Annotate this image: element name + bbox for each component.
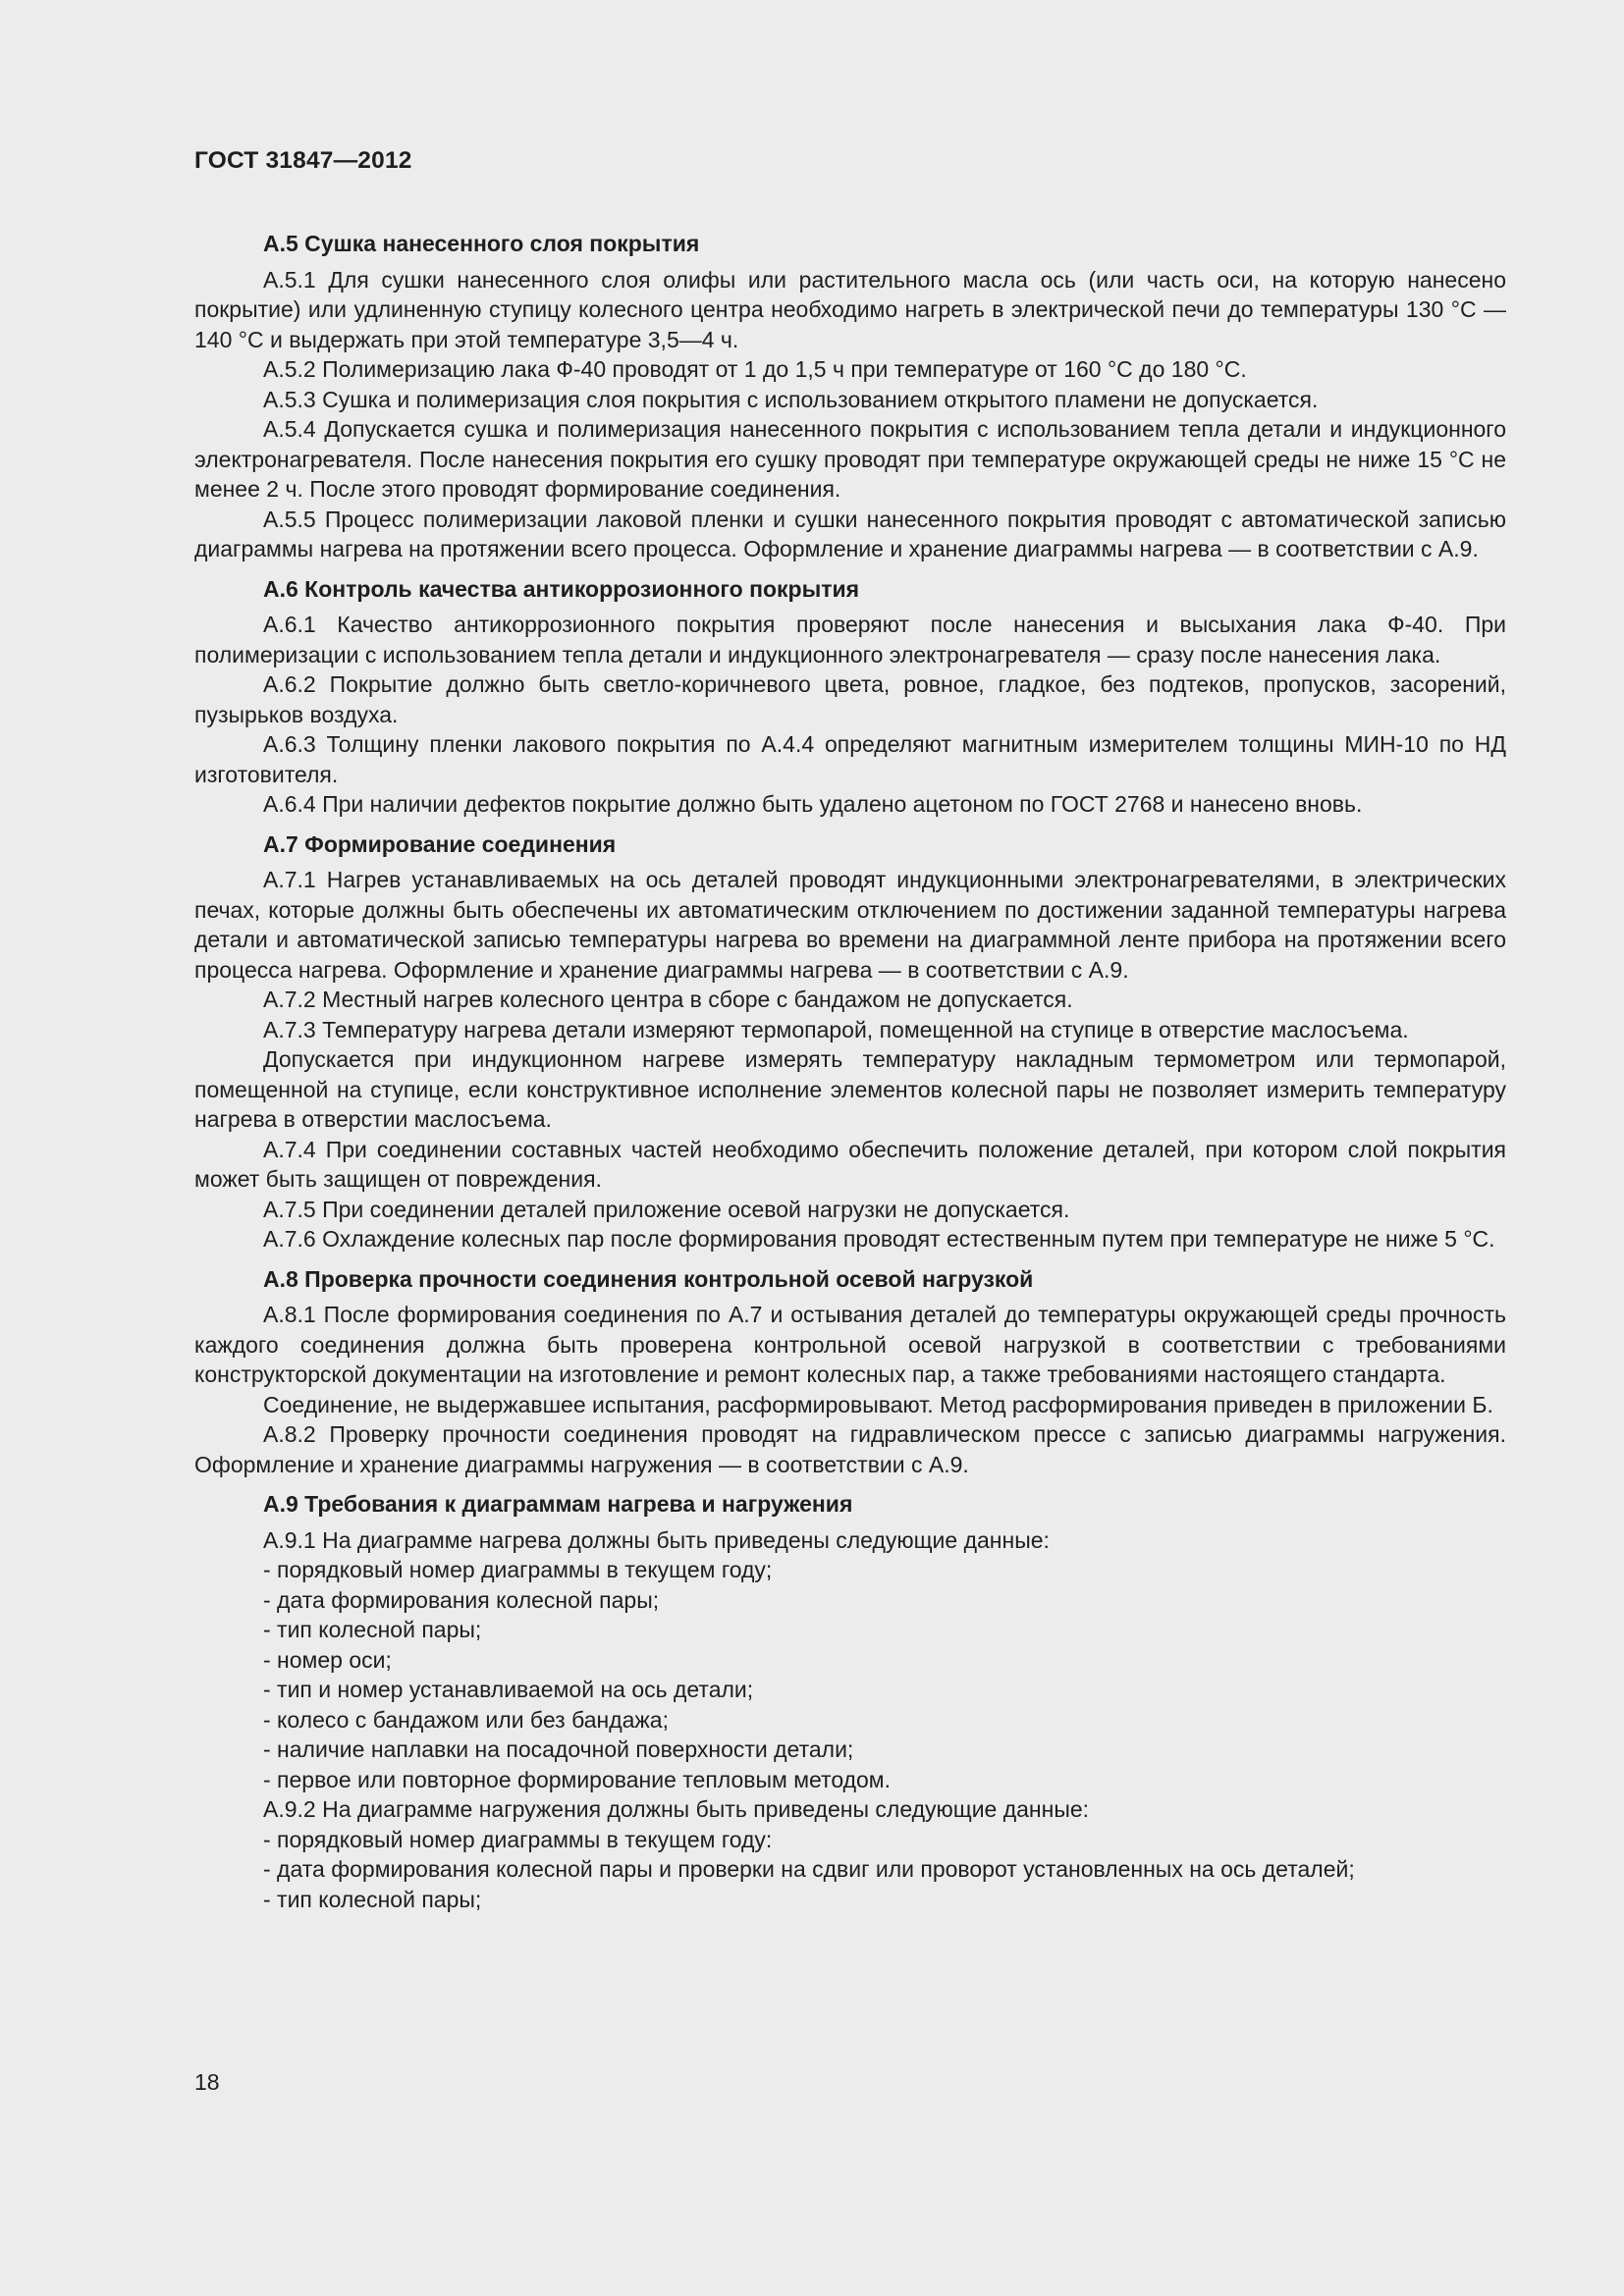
section-heading-a5: А.5 Сушка нанесенного слоя покрытия: [263, 231, 700, 256]
section-heading-a8: А.8 Проверка прочности соединения контрольной осевой нагрузкой: [263, 1265, 1034, 1292]
paragraph-a7-6: А.7.6 Охлаждение колесных пар после формирования проводят естественным путем при температуре не ниже 5 °С.: [263, 1226, 1495, 1252]
paragraph-a8-1-note: Соединение, не выдержавшее испытания, расформировывают. Метод расформирования приведен в приложении Б.: [263, 1391, 1493, 1417]
paragraph-a9-2: А.9.2 На диаграмме нагружения должны быть приведены следующие данные:: [263, 1796, 1090, 1822]
section-heading-a6: А.6 Контроль качества антикоррозионного покрытия: [263, 575, 860, 602]
list-item: - дата формирования колесной пары;: [263, 1586, 660, 1613]
paragraph-a5-4: А.5.4 Допускается сушка и полимеризация нанесенного покрытия с использованием тепла детали и индукционного электронагревателя. После нанесения покрытия его сушку проводят при температуре окружающей среды не ниже 15 °С не менее 2 ч. После этого проводят формирование соединения.: [194, 416, 1506, 502]
list-item: - тип и номер устанавливаемой на ось детали;: [263, 1677, 754, 1702]
paragraph-a6-2: А.6.2 Покрытие должно быть светло-коричневого цвета, ровное, гладкое, без подтеков, пропусков, засорений, пузырьков воздуха.: [194, 671, 1506, 727]
document-header: ГОСТ 31847—2012: [194, 147, 412, 174]
list-item: - дата формирования колесной пары и проверки на сдвиг или проворот установленных на ось деталей;: [263, 1856, 1355, 1882]
paragraph-a7-3-note: Допускается при индукционном нагреве измерять температуру накладным термометром или термопарой, помещенной на ступице, если конструктивное исполнение элементов колесной пары не позволяет измерить температуру нагрева в отверстии маслосъема.: [194, 1046, 1506, 1132]
paragraph-a7-3: А.7.3 Температуру нагрева детали измеряют термопарой, помещенной на ступице в отверстие маслосъема.: [263, 1016, 1409, 1042]
paragraph-a5-2: А.5.2 Полимеризацию лака Ф-40 проводят от 1 до 1,5 ч при температуре от 160 °С до 180 °С.: [263, 356, 1247, 382]
paragraph-a6-4: А.6.4 При наличии дефектов покрытие должно быть удалено ацетоном по ГОСТ 2768 и нанесено вновь.: [263, 791, 1363, 817]
paragraph-a7-2: А.7.2 Местный нагрев колесного центра в сборе с бандажом не допускается.: [263, 987, 1073, 1012]
paragraph-a6-3: А.6.3 Толщину пленки лакового покрытия по А.4.4 определяют магнитным измерителем толщины МИН-10 по НД изготовителя.: [194, 731, 1506, 787]
paragraph-a8-2: А.8.2 Проверку прочности соединения проводят на гидравлическом прессе с записью диаграммы нагружения. Оформление и хранение диаграммы нагружения — в соответствии с А.9.: [194, 1421, 1506, 1477]
list-item: - тип колесной пары;: [263, 1617, 482, 1642]
section-heading-a7: А.7 Формирование соединения: [263, 830, 617, 857]
list-item: - наличие наплавки на посадочной поверхности детали;: [263, 1736, 854, 1762]
list-item: - порядковый номер диаграммы в текущем году:: [263, 1826, 773, 1852]
list-item: - порядковый номер диаграммы в текущем году;: [263, 1557, 773, 1582]
section-heading-a9: А.9 Требования к диаграммам нагрева и нагружения: [263, 1491, 853, 1517]
paragraph-a7-5: А.7.5 При соединении деталей приложение осевой нагрузки не допускается.: [263, 1196, 1070, 1222]
list-item: - колесо с бандажом или без бандажа;: [263, 1706, 669, 1733]
paragraph-a7-1: А.7.1 Нагрев устанавливаемых на ось деталей проводят индукционными электронагревателями, в электрических печах, которые должны быть обеспечены их автоматическим отключением по достижении заданной температуры нагрева детали и автоматической записью температуры нагрева во времени на диаграммной ленте прибора на протяжении всего процесса нагрева. Оформление и хранение диаграммы нагрева — в соответствии с А.9.: [194, 867, 1506, 983]
list-item: - номер оси;: [263, 1646, 392, 1673]
paragraph-a5-1: А.5.1 Для сушки нанесенного слоя олифы или растительного масла ось (или часть оси, на которую нанесено покрытие) или удлиненную ступицу колесного центра необходимо нагреть в электрической печи до температуры 130 °С — 140 °С и выдержать при этой температуре 3,5—4 ч.: [194, 266, 1506, 352]
paragraph-a9-1: А.9.1 На диаграмме нагрева должны быть приведены следующие данные:: [263, 1526, 1050, 1553]
page-number: 18: [194, 2069, 220, 2095]
paragraph-a7-4: А.7.4 При соединении составных частей необходимо обеспечить положение деталей, при котором слой покрытия может быть защищен от повреждения.: [194, 1136, 1506, 1192]
paragraph-a8-1: А.8.1 После формирования соединения по А.7 и остывания деталей до температуры окружающей среды прочность каждого соединения должна быть проверена контрольной осевой нагрузкой в соответствии с требованиями конструкторской документации на изготовление и ремонт колесных пар, а также требованиями настоящего стандарта.: [194, 1302, 1506, 1387]
paragraph-a5-5: А.5.5 Процесс полимеризации лаковой пленки и сушки нанесенного покрытия проводят с автоматической записью диаграммы нагрева на протяжении всего процесса. Оформление и хранение диаграммы нагрева — в соответствии с А.9.: [194, 506, 1506, 561]
list-item: - первое или повторное формирование тепловым методом.: [263, 1766, 892, 1792]
list-item: - тип колесной пары;: [263, 1886, 482, 1912]
paragraph-a6-1: А.6.1 Качество антикоррозионного покрытия проверяют после нанесения и высыхания лака Ф-40. При полимеризации с использованием тепла детали и индукционного электронагревателя — сразу после нанесения лака.: [194, 612, 1506, 667]
paragraph-a5-3: А.5.3 Сушка и полимеризация слоя покрытия с использованием открытого пламени не допускается.: [263, 386, 1319, 412]
